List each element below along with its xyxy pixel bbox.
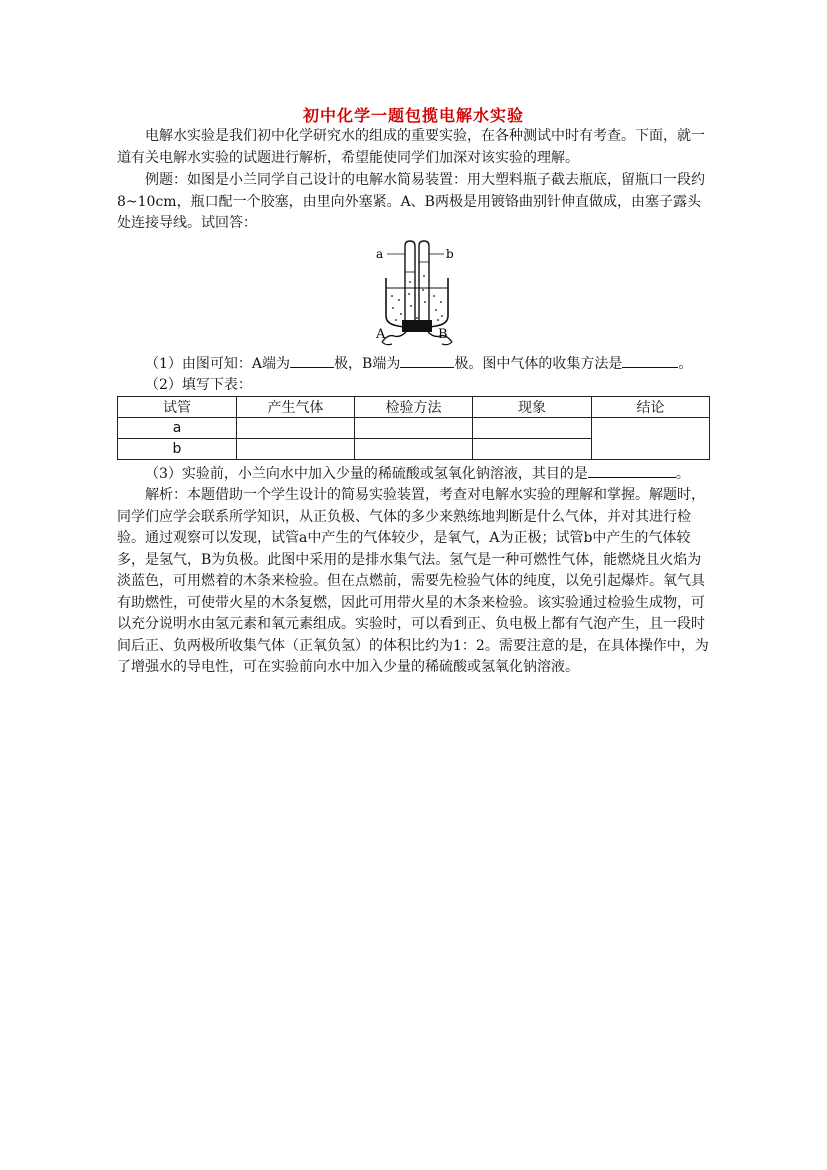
answer-table: [117, 396, 710, 460]
answer-blank-B[interactable]: [400, 353, 454, 368]
figure-label-B: B: [438, 327, 448, 342]
electrolysis-apparatus-figure: [372, 238, 462, 350]
table-cell-blank[interactable]: [473, 439, 592, 460]
question-3-text: （3）实验前，小兰向水中加入少量的稀硫酸或氢氧化钠溶液，其目的是: [145, 466, 588, 482]
answer-blank-purpose[interactable]: [588, 463, 676, 478]
table-cell-blank[interactable]: [473, 418, 592, 439]
figure-label-a: a: [376, 247, 384, 261]
question-1-part-4: 。: [678, 356, 693, 372]
table-cell-blank[interactable]: [237, 418, 355, 439]
figure-label-b: b: [446, 247, 454, 261]
table-header: 检验方法: [355, 397, 473, 418]
question-1-part-3: 极。图中气体的收集方法是: [454, 356, 623, 372]
table-header: 现象: [473, 397, 592, 418]
table-header: 试管: [118, 397, 237, 418]
table-header-row: [118, 397, 710, 418]
table-row: [118, 418, 710, 439]
apparatus-diagram: [372, 238, 462, 350]
table-cell-tube: b: [118, 439, 237, 460]
question-1: [117, 353, 731, 376]
table-cell-blank[interactable]: [355, 418, 473, 439]
question-2: （2）填写下表：: [145, 377, 252, 393]
question-1-part-1: （1）由图可知：A端为: [145, 356, 291, 372]
answer-blank-A[interactable]: [290, 353, 334, 368]
question-3-end: 。: [675, 466, 690, 482]
page-title: 初中化学一题包揽电解水实验: [302, 106, 524, 125]
question-3: [117, 463, 727, 486]
question-1-part-2: 极，B端为: [334, 356, 401, 372]
intro-paragraph: 电解水实验是我们初中化学研究水的组成的重要实验，在各种测试中时有考查。下面，就一道有关电解水实验的试题进行解析，希望能使同学们加深对该实验的理解。: [117, 128, 705, 166]
table-cell-tube: a: [118, 418, 237, 439]
answer-blank-collection-method[interactable]: [622, 353, 678, 368]
table-cell-blank[interactable]: [237, 439, 355, 460]
table-header: 产生气体: [237, 397, 355, 418]
table-cell-blank[interactable]: [355, 439, 473, 460]
table-header: 结论: [592, 397, 710, 418]
example-paragraph: 例题：如图是小兰同学自己设计的电解水简易装置：用大塑料瓶子截去瓶底，留瓶口一段约8~10cm，瓶口配一个胶塞，由里向外塞紧。A、B两极是用镀铬曲别针伸直做成，由塞子露头处连接导线。试回答：: [117, 172, 705, 231]
table-cell-conclusion[interactable]: [592, 418, 710, 460]
figure-label-A: A: [376, 327, 386, 342]
analysis-paragraph: 解析：本题借助一个学生设计的简易实验装置，考查对电解水实验的理解和掌握。解题时，同学们应学会联系所学知识，从正负极、气体的多少来熟练地判断是什么气体，并对其进行检验。通过观察可以发现，试管a中产生的气体较少，是氧气，A为正极；试管b中产生的气体较多，是氢气，B为负极。此图中采用的是排水集气法。氢气是一种可燃性气体，能燃烧且火焰为淡蓝色，可用燃着的木条来检验。但在点燃前，需要先检验气体的纯度，以免引起爆炸。氧气具有助燃性，可使带火星的木条复燃，因此可用带火星的木条来检验。该实验通过检验生成物，可以充分说明水由氢元素和氧元素组成。实验时，可以看到正、负电极上都有气泡产生，且一段时间后正、负两极所收集气体（正氧负氢）的体积比约为1：2。需要注意的是，在具体操作中，为了增强水的导电性，可在实验前向水中加入少量的稀硫酸或氢氧化钠溶液。: [117, 487, 709, 675]
